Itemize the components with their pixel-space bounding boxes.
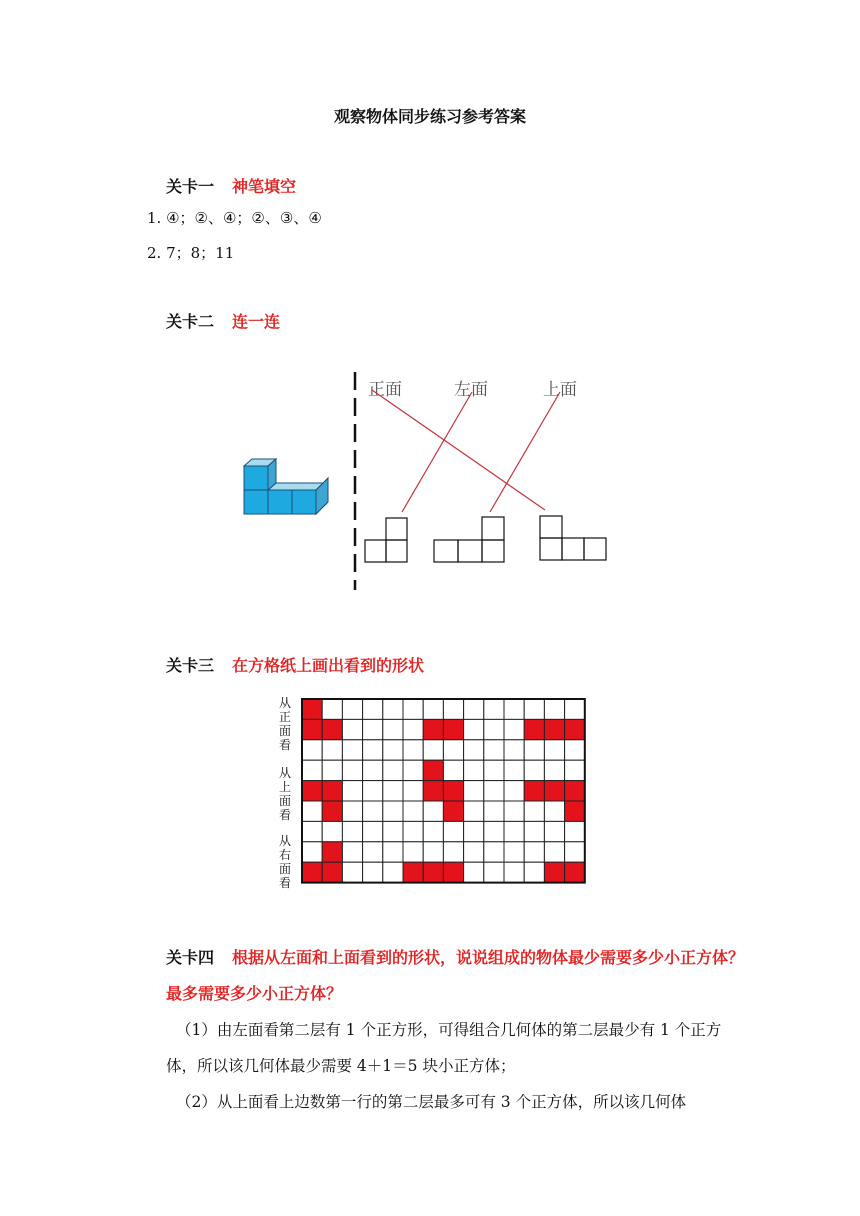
view-label-front: 正面 xyxy=(368,380,402,400)
level4-topic: 根据从左面和上面看到的形状，说说组成的物体最少需要多少小正方体？最多需要多少小正方体？ xyxy=(166,948,745,1003)
grid-cell xyxy=(504,740,524,760)
grid-label-right: 从右面看 xyxy=(278,834,291,890)
grid-cell xyxy=(383,740,403,760)
grid-cell xyxy=(464,699,484,719)
grid-cell xyxy=(383,719,403,739)
level1-answer-2: 2. 7；8；11 xyxy=(147,244,235,262)
grid-cell xyxy=(464,760,484,780)
grid-cell xyxy=(322,699,342,719)
level3-topic: 在方格纸上画出看到的形状 xyxy=(232,656,425,675)
grid-cell xyxy=(342,719,362,739)
grid-cell xyxy=(342,821,362,841)
grid-cell xyxy=(403,821,423,841)
grid-cell xyxy=(403,699,423,719)
grid-cell xyxy=(504,719,524,739)
grid-cell xyxy=(544,801,564,821)
grid-cell xyxy=(565,699,585,719)
grid-cell xyxy=(342,842,362,862)
level4-paragraph-2: （2）从上面看上边数第一行的第二层最多可有 3 个正方体，所以该几何体 xyxy=(176,1093,687,1111)
grid-cell xyxy=(544,842,564,862)
grid-cell xyxy=(443,821,463,841)
grid-cell xyxy=(504,781,524,801)
level2-heading xyxy=(166,309,280,332)
shape-left-view xyxy=(365,518,407,562)
shape-front-view xyxy=(434,517,504,562)
grid-cell-filled xyxy=(565,801,585,821)
level4-heading xyxy=(166,940,746,1012)
grid-cell xyxy=(302,842,322,862)
grid-cell xyxy=(383,821,403,841)
grid-cell xyxy=(544,821,564,841)
level1-tag: 关卡一 xyxy=(166,177,215,196)
grid-cell xyxy=(363,699,383,719)
grid-cell-filled xyxy=(423,719,443,739)
grid-cell-filled xyxy=(443,781,463,801)
grid-label-front: 从正面看 xyxy=(278,696,291,752)
grid-cell xyxy=(464,842,484,862)
grid-cell-filled xyxy=(443,719,463,739)
grid-cell-filled xyxy=(322,781,342,801)
grid-cell-filled xyxy=(565,862,585,882)
grid-cell xyxy=(565,821,585,841)
drawing-grid xyxy=(300,697,590,891)
grid-cell xyxy=(565,740,585,760)
grid-cell xyxy=(302,760,322,780)
grid-cell xyxy=(504,699,524,719)
grid-cell-filled xyxy=(423,760,443,780)
level2-topic: 连一连 xyxy=(232,312,281,331)
grid-cell xyxy=(443,760,463,780)
grid-cell xyxy=(383,862,403,882)
grid-cell-filled xyxy=(423,862,443,882)
grid-cell xyxy=(322,760,342,780)
grid-cell xyxy=(565,760,585,780)
grid-cell xyxy=(484,801,504,821)
grid-cell-filled xyxy=(544,862,564,882)
grid-cell xyxy=(363,862,383,882)
grid-cell xyxy=(363,740,383,760)
grid-cell xyxy=(504,801,524,821)
level1-answer-1: 1. ④；②、④；②、③、④ xyxy=(147,209,322,227)
view-label-top: 上面 xyxy=(543,380,577,400)
grid-cell xyxy=(484,781,504,801)
grid-cell xyxy=(423,699,443,719)
grid-cell xyxy=(544,740,564,760)
level3-tag: 关卡三 xyxy=(166,656,215,675)
grid-cell xyxy=(383,781,403,801)
grid-cell xyxy=(363,842,383,862)
grid-cell xyxy=(342,699,362,719)
level3-heading xyxy=(166,653,424,676)
grid-cell-filled xyxy=(544,781,564,801)
grid-cell xyxy=(484,699,504,719)
grid-cell xyxy=(524,699,544,719)
level4-paragraph-1: （1）由左面看第二层有 1 个正方形，可得组合几何体的第二层最少有 1 个正方体，所以该几何体最少需要 4＋1＝5 块小正方体； xyxy=(166,1021,722,1075)
cube-figure xyxy=(244,459,328,514)
grid-cell xyxy=(484,719,504,739)
grid-cell-filled xyxy=(322,719,342,739)
grid-cell xyxy=(443,740,463,760)
grid-cell xyxy=(464,740,484,760)
grid-cell xyxy=(322,740,342,760)
grid-cell xyxy=(322,821,342,841)
grid-cell xyxy=(524,801,544,821)
grid-cell xyxy=(524,862,544,882)
grid-cell xyxy=(565,842,585,862)
grid-cell xyxy=(403,740,423,760)
grid-label-top: 从上面看 xyxy=(278,766,291,822)
grid-cell xyxy=(544,699,564,719)
grid-cell xyxy=(423,842,443,862)
view-label-left: 左面 xyxy=(454,380,488,400)
match-line-top xyxy=(490,392,560,512)
grid-cell-filled xyxy=(544,719,564,739)
grid-cell xyxy=(363,719,383,739)
grid-cell xyxy=(464,719,484,739)
grid-cell xyxy=(302,821,322,841)
grid-cell xyxy=(464,781,484,801)
grid-cell xyxy=(423,740,443,760)
grid-cell-filled xyxy=(423,781,443,801)
grid-cell xyxy=(484,740,504,760)
grid-cell xyxy=(403,801,423,821)
grid-cell xyxy=(524,821,544,841)
grid-cell xyxy=(302,740,322,760)
grid-cell xyxy=(484,821,504,841)
grid-cell xyxy=(383,801,403,821)
grid-cell xyxy=(383,842,403,862)
grid-cell xyxy=(484,760,504,780)
grid-cell xyxy=(383,760,403,780)
grid-cell-filled xyxy=(302,862,322,882)
grid-cell xyxy=(504,760,524,780)
grid-cell xyxy=(484,862,504,882)
grid-cells xyxy=(302,699,585,883)
grid-cell xyxy=(403,719,423,739)
shape-top-view xyxy=(540,516,606,560)
grid-cell xyxy=(363,821,383,841)
grid-cell-filled xyxy=(443,862,463,882)
grid-cell xyxy=(443,699,463,719)
grid-cell-filled xyxy=(322,801,342,821)
grid-cell xyxy=(524,842,544,862)
grid-cell xyxy=(524,760,544,780)
match-line-front xyxy=(372,390,545,510)
grid-cell xyxy=(484,842,504,862)
grid-cell xyxy=(443,842,463,862)
grid-cell-filled xyxy=(524,781,544,801)
grid-cell xyxy=(363,781,383,801)
grid-cell-filled xyxy=(403,862,423,882)
grid-cell xyxy=(363,760,383,780)
grid-cell-filled xyxy=(565,719,585,739)
grid-cell-filled xyxy=(524,719,544,739)
level4-tag: 关卡四 xyxy=(166,948,215,967)
grid-cell-filled xyxy=(322,842,342,862)
grid-cell xyxy=(403,842,423,862)
grid-cell xyxy=(342,781,362,801)
grid-cell xyxy=(464,801,484,821)
grid-cell-filled xyxy=(302,699,322,719)
grid-cell xyxy=(464,821,484,841)
grid-cell xyxy=(363,801,383,821)
grid-cell xyxy=(342,760,362,780)
grid-cell-filled xyxy=(322,862,342,882)
level1-heading xyxy=(166,174,296,197)
grid-cell xyxy=(342,801,362,821)
grid-cell xyxy=(342,740,362,760)
grid-cell xyxy=(524,740,544,760)
grid-cell-filled xyxy=(302,719,322,739)
grid-cell xyxy=(423,801,443,821)
grid-cell-filled xyxy=(302,781,322,801)
page-title: 观察物体同步练习参考答案 xyxy=(333,107,526,126)
matching-diagram xyxy=(230,362,630,594)
grid-cell xyxy=(383,699,403,719)
grid-cell xyxy=(544,760,564,780)
level2-tag: 关卡二 xyxy=(166,312,215,331)
grid-cell xyxy=(302,801,322,821)
grid-cell xyxy=(504,862,524,882)
level1-topic: 神笔填空 xyxy=(232,177,297,196)
grid-cell xyxy=(423,821,443,841)
grid-cell xyxy=(342,862,362,882)
grid-cell xyxy=(464,862,484,882)
grid-cell xyxy=(504,821,524,841)
grid-cell-filled xyxy=(443,801,463,821)
grid-cell xyxy=(403,781,423,801)
grid-cell-filled xyxy=(565,781,585,801)
grid-cell xyxy=(504,842,524,862)
grid-cell xyxy=(403,760,423,780)
